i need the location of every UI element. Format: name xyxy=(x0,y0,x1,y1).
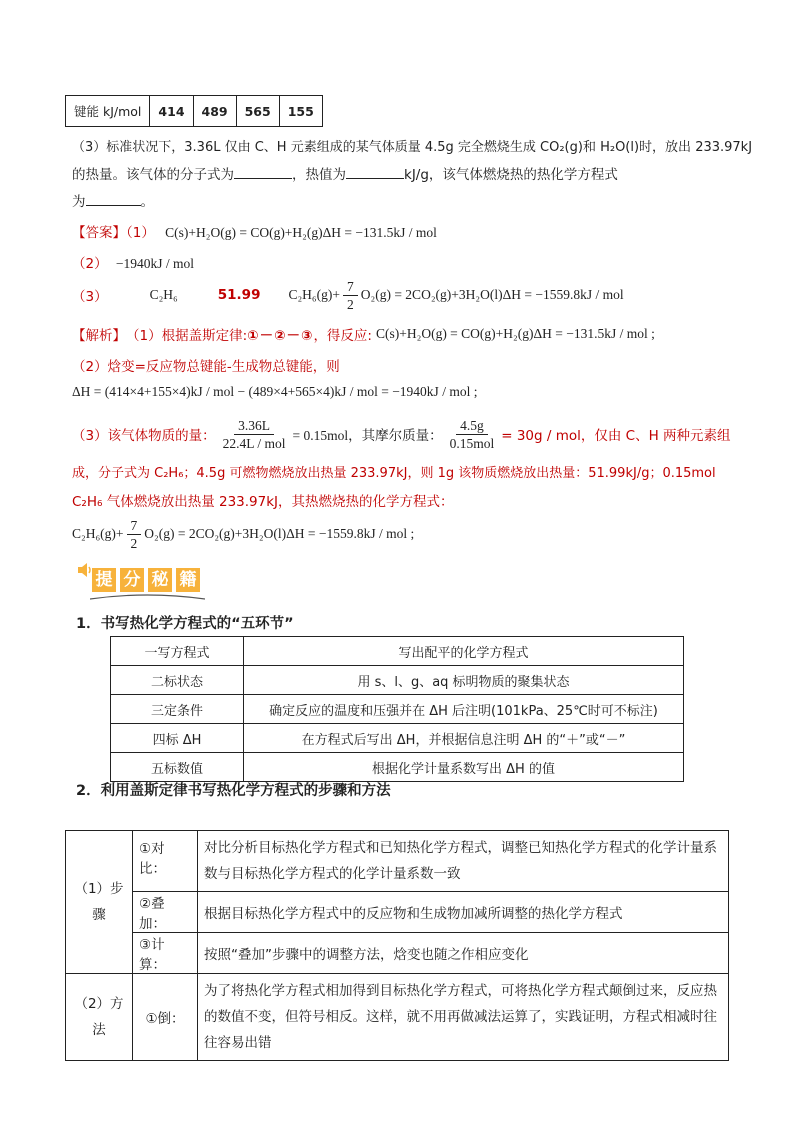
table-cell: 根据化学计量系数写出 ΔH 的值 xyxy=(244,753,684,782)
fraction xyxy=(446,417,499,452)
table-row xyxy=(111,753,684,782)
table-cell: 写出配平的化学方程式 xyxy=(244,637,684,666)
answer-blank xyxy=(234,164,292,179)
analysis-steps: ①－②－③ xyxy=(247,328,314,344)
bond-energy-label: 键能 kJ/mol xyxy=(66,96,150,127)
step-text: 根据目标热化学方程式中的反应物和生成物加减所调整的热化学方程式 xyxy=(198,892,729,933)
answer-equation: O₂(g) = 2CO₂(g)+3H₂O(l)ΔH = −1559.8kJ / mol xyxy=(360,287,624,302)
answer-equation: C₂H₆(g)+ xyxy=(288,287,340,302)
q3-text: 。 xyxy=(140,194,154,210)
table-cell: 五标数值 xyxy=(111,753,244,782)
analysis-equation: O₂(g) = 2CO₂(g)+3H₂O(l)ΔH = −1559.8kJ / mol ; xyxy=(144,526,415,541)
answer-tag: 【答案】 xyxy=(72,225,126,241)
answer-blank xyxy=(346,164,404,179)
section-2-title: 2．利用盖斯定律书写热化学方程式的步骤和方法 xyxy=(76,783,391,799)
fraction-denominator: 2 xyxy=(347,296,354,312)
analysis-text: = 30g / mol，仅由 C、H 两种元素组 xyxy=(501,428,731,444)
method-text: 为了将热化学方程式相加得到目标热化学方程式，可将热化学方程式颠倒过来，反应热的数值不变，但符号相反。这样，就不用再做减法运算了，实践证明，方程式相减时往往容易出错 xyxy=(198,974,729,1061)
table-row xyxy=(111,666,684,695)
answer-number: （3） xyxy=(72,289,108,305)
banner-char: 籍 xyxy=(176,568,200,592)
table-cell: 三定条件 xyxy=(111,695,244,724)
table-cell: 在方程式后写出 ΔH，并根据信息注明 ΔH 的“＋”或“－” xyxy=(244,724,684,753)
answer-formula: C₂H₆ xyxy=(149,287,178,302)
answer-equation: −1940kJ / mol xyxy=(115,256,195,271)
bond-energy-value: 414 xyxy=(150,96,193,127)
answer-equation: C(s)+H₂O(g) = CO(g)+H₂(g)ΔH = −131.5kJ / mol xyxy=(165,225,437,240)
table-row xyxy=(111,695,684,724)
analysis-text: （3）该气体物质的量： xyxy=(72,428,216,444)
analysis-text: ，得反应: xyxy=(313,328,372,344)
analysis-equation: C₂H₆(g)+ xyxy=(72,526,124,541)
table-row xyxy=(111,637,684,666)
answer-number: （2） xyxy=(72,256,108,272)
answer-line3 xyxy=(72,280,624,310)
analysis-tag: 【解析】 xyxy=(72,328,126,344)
question-3-line2 xyxy=(72,163,618,183)
analysis-line2: （2）焓变=反应物总键能-生成物总键能，则 xyxy=(72,359,340,375)
q3-text: kJ/g，该气体燃烧热的热化学方程式 xyxy=(404,167,618,183)
table-cell: 用 s、l、g、aq 标明物质的聚集状态 xyxy=(244,666,684,695)
step-text: 对比分析目标热化学方程式和已知热化学方程式，调整已知热化学方程式的化学计量系数与目标热化学方程式的化学计量系数一致 xyxy=(198,831,729,892)
table-cell: 确定反应的温度和压强并在 ΔH 后注明(101kPa、25℃时可不标注) xyxy=(244,695,684,724)
table-cell: 四标 ΔH xyxy=(111,724,244,753)
q3-text: 的热量。该气体的分子式为 xyxy=(72,167,234,183)
question-3-line1: （3）标准状况下，3.36L 仅由 C、H 元素组成的某气体质量 4.5g 完全燃烧生成 CO₂(g)和 H₂O(l)时，放出 233.97kJ xyxy=(72,140,753,155)
fraction-denominator: 22.4L / mol xyxy=(222,435,286,451)
q3-text: 为 xyxy=(72,194,86,210)
hess-law-table xyxy=(65,830,729,1061)
bond-energy-table xyxy=(65,95,323,127)
analysis-line5: C₂H₆ 气体燃烧放出热量 233.97kJ，其热燃烧热的化学方程式： xyxy=(72,494,454,510)
table-row xyxy=(111,724,684,753)
section-1-title: 1．书写热化学方程式的“五环节” xyxy=(76,616,294,632)
table-row xyxy=(66,974,729,1061)
answer-line2 xyxy=(72,252,194,272)
banner-char: 提 xyxy=(92,568,116,592)
step-text: 按照“叠加”步骤中的调整方法，焓变也随之作相应变化 xyxy=(198,933,729,974)
analysis-equation-2: ΔH = (414×4+155×4)kJ / mol − (489×4+565×4)kJ / mol = −1940kJ / mol ; xyxy=(72,384,478,399)
fraction xyxy=(343,278,358,313)
analysis-line3 xyxy=(72,414,731,454)
fraction-numerator: 4.5g xyxy=(456,417,488,435)
fraction-denominator: 2 xyxy=(130,535,138,551)
bond-energy-value: 155 xyxy=(279,96,322,127)
answer-line1 xyxy=(72,221,437,241)
steps-label: （1）步骤 xyxy=(66,831,133,974)
analysis-text: = 0.15mol，其摩尔质量： xyxy=(292,428,443,443)
step-label: ①对比： xyxy=(133,831,198,892)
analysis-line4: 成，分子式为 C₂H₆；4.5g 可燃物燃烧放出热量 233.97kJ，则 1g 该物质燃烧放出热量：51.99kJ/g；0.15mol xyxy=(72,466,716,481)
question-3-line3 xyxy=(72,190,154,210)
table-cell: 二标状态 xyxy=(111,666,244,695)
analysis-equation: C(s)+H₂O(g) = CO(g)+H₂(g)ΔH = −131.5kJ / mol ; xyxy=(376,326,655,341)
fraction xyxy=(127,517,142,552)
table-row xyxy=(66,933,729,974)
answer-blank xyxy=(86,191,141,206)
method-step-label: ①倒： xyxy=(133,974,198,1061)
banner-underline xyxy=(90,593,205,601)
fraction-numerator: 7 xyxy=(127,517,142,535)
fraction-numerator: 3.36L xyxy=(234,417,274,435)
bond-energy-value: 489 xyxy=(193,96,236,127)
tips-banner xyxy=(76,560,226,602)
fraction xyxy=(219,417,290,452)
bond-energy-value: 565 xyxy=(236,96,279,127)
method-label: （2）方法 xyxy=(66,974,133,1061)
banner-char: 秘 xyxy=(148,568,172,592)
fraction-denominator: 0.15mol xyxy=(449,435,495,451)
analysis-text: （1）根据盖斯定律: xyxy=(126,328,248,344)
table-row xyxy=(66,831,729,892)
table-cell: 一写方程式 xyxy=(111,637,244,666)
q3-text: ，热值为 xyxy=(292,167,346,183)
banner-char: 分 xyxy=(120,568,144,592)
table-row xyxy=(66,892,729,933)
analysis-line1 xyxy=(72,324,655,344)
answer-heat-value: 51.99 xyxy=(217,287,261,303)
fraction-numerator: 7 xyxy=(343,278,358,296)
step-label: ③计算： xyxy=(133,933,198,974)
analysis-line6 xyxy=(72,516,414,552)
step-label: ②叠加： xyxy=(133,892,198,933)
five-steps-table xyxy=(110,636,684,782)
answer-number: （1） xyxy=(126,225,155,241)
